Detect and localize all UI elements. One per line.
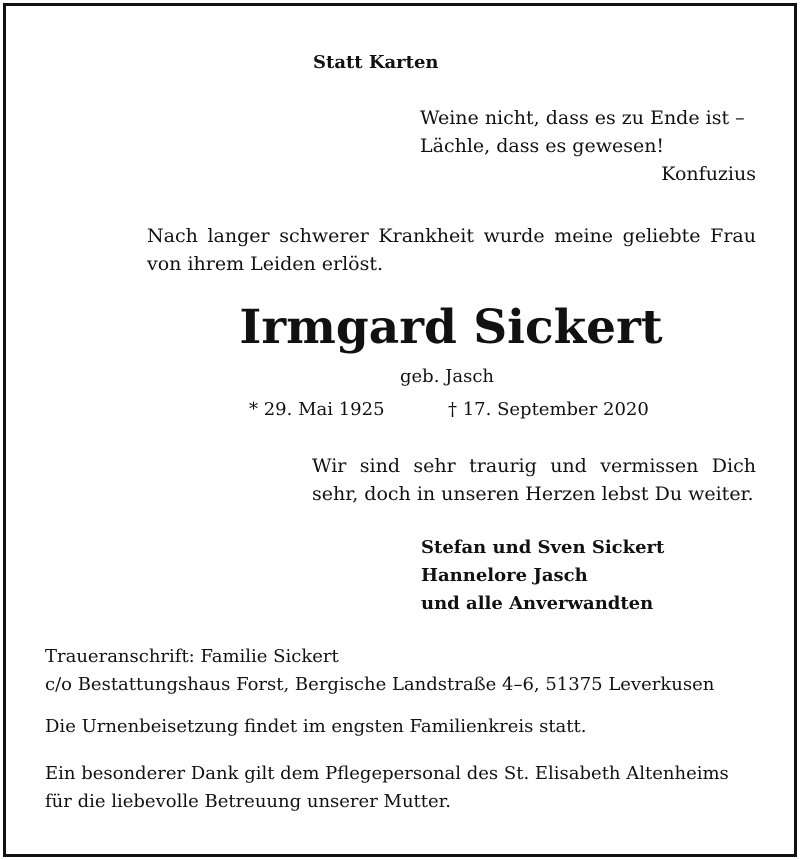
intro-text: Nach langer schwerer Krankheit wurde meine geliebte Frau von ihrem Leiden erlöst. — [147, 225, 756, 275]
address-line-2: c/o Bestattungshaus Forst, Bergische Landstraße 4–6, 51375 Leverkusen — [45, 674, 715, 695]
quote-line-1: Weine nicht, dass es zu Ende ist – — [420, 107, 745, 129]
burial-note: Die Urnenbeisetzung findet im engsten Familienkreis statt. — [45, 716, 587, 737]
mourner: und alle Anverwandten — [421, 593, 654, 614]
thanks-note — [45, 760, 765, 816]
mourners-list — [421, 534, 664, 618]
deceased-name: Irmgard Sickert — [239, 300, 663, 355]
quote-line-2: Lächle, dass es gewesen! — [420, 135, 665, 157]
address-line-1: Traueranschrift: Familie Sickert — [45, 646, 339, 667]
thanks-line-1: Ein besonderer Dank gilt dem Pflegepersonal des St. Elisabeth Altenheims — [45, 763, 729, 784]
quote-author: Konfuzius — [661, 163, 756, 185]
message-text: Wir sind sehr traurig und vermissen Dich sehr, doch in unseren Herzen lebst Du weiter. — [312, 455, 756, 505]
mourner: Stefan und Sven Sickert — [421, 537, 665, 558]
thanks-line-2: für die liebevolle Betreuung unserer Mutter. — [45, 791, 452, 812]
mourner: Hannelore Jasch — [421, 565, 588, 586]
death-date: † 17. September 2020 — [448, 399, 649, 420]
mourning-address — [45, 643, 714, 699]
quote-block — [420, 104, 756, 188]
statt-karten-header: Statt Karten — [313, 52, 439, 73]
birth-name: geb. Jasch — [400, 366, 494, 387]
birth-date: * 29. Mai 1925 — [249, 399, 385, 420]
